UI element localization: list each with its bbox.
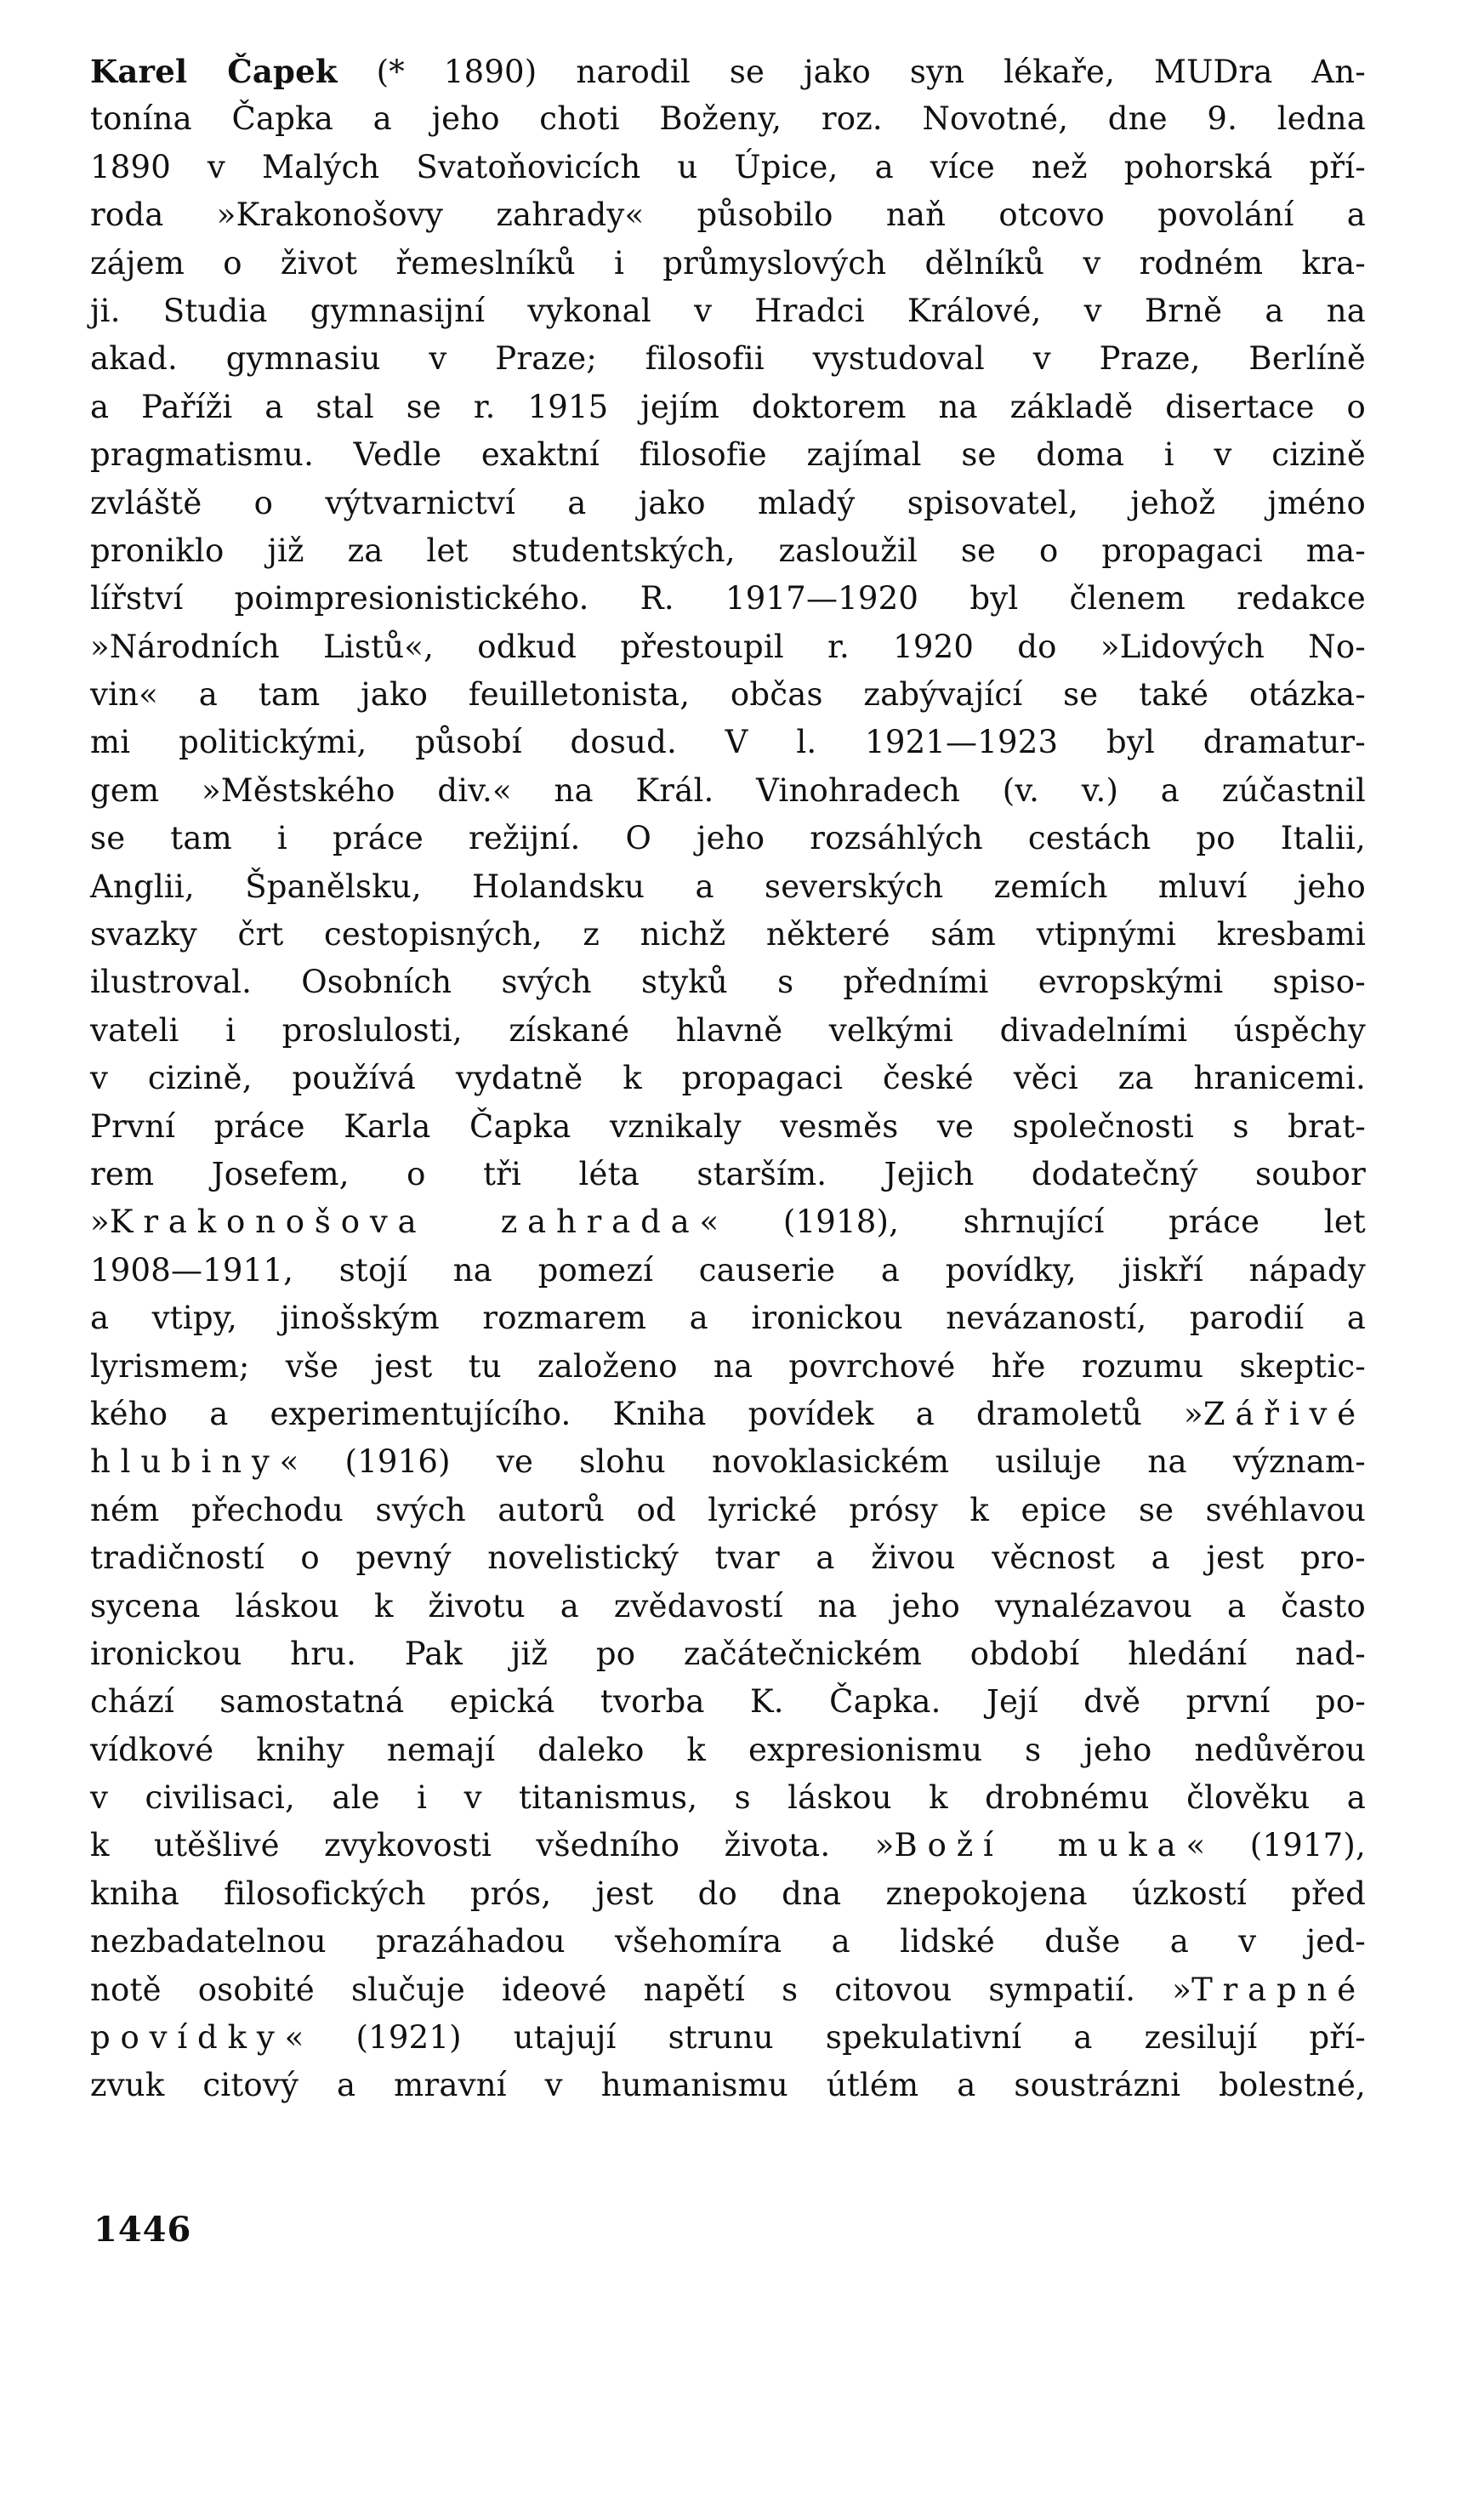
- text-run: roda »Krakonošovy zahrady« působilo naň otcovo povolání a: [90, 196, 1366, 234]
- text-run: (* 1890) narodil se jako syn lékaře, MUDra An-: [337, 54, 1367, 90]
- text-line: [90, 1055, 1366, 1102]
- text-run: tonína Čapka a jeho choti Boženy, roz. Novotné, dne 9. ledna: [90, 100, 1366, 138]
- text-line: [90, 1822, 1366, 1869]
- text-line: [90, 1247, 1366, 1294]
- text-run: chází samostatná epická tvorba K. Čapka. Její dvě první po-: [90, 1683, 1366, 1721]
- text-run: tradičností o pevný novelistický tvar a živou věcnost a jest pro-: [90, 1539, 1366, 1577]
- text-line: [90, 144, 1366, 191]
- text-line: [90, 815, 1366, 862]
- text-run: zvláště o výtvarnictví a jako mladý spisovatel, jehož jméno: [90, 484, 1366, 521]
- page-number: 1446: [94, 2210, 192, 2250]
- text-line: [90, 671, 1366, 719]
- text-run: akad. gymnasiu v Praze; filosofii vystudoval v Praze, Berlíně: [90, 340, 1366, 378]
- text-line: [90, 1966, 1366, 2014]
- text-line: [90, 527, 1366, 575]
- text-run: vin« a tam jako feuilletonista, občas zabývající se také otázka-: [90, 676, 1366, 714]
- text-run: 1890 v Malých Svatoňovicích u Úpice, a více než pohorská pří-: [90, 148, 1366, 185]
- text-line: [90, 1007, 1366, 1055]
- text-line: [90, 1198, 1366, 1246]
- text-run: kého a experimentujícího. Kniha povídek a dramoletů »: [90, 1395, 1203, 1432]
- text-line: [90, 767, 1366, 815]
- text-line: [90, 191, 1366, 239]
- work-title: povídky: [90, 2019, 285, 2057]
- text-run: v civilisaci, ale i v titanismus, s láskou k drobnému člověku a: [90, 1779, 1366, 1817]
- text-line: [90, 1438, 1366, 1486]
- text-run: První práce Karla Čapka vznikaly vesměs ve společnosti s brat-: [90, 1107, 1366, 1145]
- text-run: « (1916) ve slohu novoklasickém usiluje na význam-: [279, 1443, 1366, 1481]
- text-line: [90, 1487, 1366, 1534]
- text-run: sycena láskou k životu a zvědavostí na jeho vynalézavou a často: [90, 1587, 1366, 1625]
- work-title: Zářivé: [1203, 1395, 1366, 1432]
- text-line: [90, 1103, 1366, 1151]
- text-line: [90, 1294, 1366, 1342]
- text-run: a Paříži a stal se r. 1915 jejím doktorem na základě disertace o: [90, 388, 1366, 425]
- text-line: [90, 1918, 1366, 1966]
- text-run: a vtipy, jinošským rozmarem a ironickou nevázaností, parodií a: [90, 1300, 1366, 1337]
- work-title: Krakonošova zahrada: [109, 1203, 700, 1241]
- text-line: [90, 1727, 1366, 1774]
- text-run: k utěšlivé zvykovosti všedního života. »: [90, 1827, 895, 1864]
- text-run: « (1921) utajují strunu spekulativní a zesilují pří-: [284, 2019, 1366, 2057]
- text-line: [90, 480, 1366, 527]
- text-run: v cizině, používá vydatně k propagaci české věci za hranicemi.: [90, 1060, 1366, 1097]
- text-run: rem Josefem, o tři léta starším. Jejich dodatečný soubor: [90, 1155, 1366, 1192]
- text-run: ironickou hru. Pak již po začátečnickém období hledání nad-: [90, 1635, 1366, 1672]
- text-run: 1908—1911, stojí na pomezí causerie a povídky, jiskří nápady: [90, 1251, 1366, 1289]
- text-line: [90, 623, 1366, 671]
- body-text: [90, 48, 1366, 2110]
- author-name: Karel Čapek: [90, 53, 338, 90]
- text-line: [90, 1151, 1366, 1198]
- work-title: Trapné: [1191, 1971, 1366, 2008]
- text-run: ilustroval. Osobních svých styků s předními evropskými spiso-: [90, 964, 1366, 1001]
- text-line: [90, 575, 1366, 623]
- text-run: ném přechodu svých autorů od lyrické prósy k epice se svéhlavou: [90, 1491, 1366, 1528]
- text-run: lířství poimpresionistického. R. 1917—1920 byl členem redakce: [90, 580, 1366, 617]
- text-run: »: [90, 1203, 110, 1241]
- text-line: [90, 863, 1366, 911]
- text-run: gem »Městského div.« na Král. Vinohradech (v. v.) a zúčastnil: [90, 771, 1366, 809]
- text-line: [90, 431, 1366, 479]
- text-line: [90, 911, 1366, 959]
- text-line: [90, 959, 1366, 1006]
- text-line: [90, 1678, 1366, 1726]
- text-run: nezbadatelnou prazáhadou všehomíra a lidské duše a v jed-: [90, 1923, 1366, 1960]
- text-line: [90, 1774, 1366, 1822]
- text-run: svazky črt cestopisných, z nichž některé sám vtipnými kresbami: [90, 916, 1366, 953]
- text-line: [90, 1534, 1366, 1582]
- text-line: [90, 1583, 1366, 1630]
- text-line: [90, 1391, 1366, 1438]
- text-line: [90, 2014, 1366, 2062]
- text-line: [90, 287, 1366, 335]
- work-title: hlubiny: [90, 1443, 280, 1481]
- text-line: [90, 95, 1366, 143]
- text-run: pragmatismu. Vedle exaktní filosofie zajímal se doma i v cizině: [90, 436, 1366, 474]
- text-run: se tam i práce režijní. O jeho rozsáhlých cestách po Italii,: [90, 820, 1366, 857]
- text-line: [90, 384, 1366, 431]
- text-run: zvuk citový a mravní v humanismu útlém a soustrázni bolestné,: [90, 2067, 1366, 2104]
- text-line: [90, 48, 1366, 95]
- text-line: [90, 1870, 1366, 1918]
- text-line: [90, 240, 1366, 287]
- text-run: zájem o život řemeslníků i průmyslových dělníků v rodném kra-: [90, 244, 1366, 282]
- text-run: proniklo již za let studentských, zasloužil se o propagaci ma-: [90, 532, 1366, 569]
- text-run: mi politickými, působí dosud. V l. 1921—1923 byl dramatur-: [90, 724, 1366, 761]
- text-run: ji. Studia gymnasijní vykonal v Hradci Králové, v Brně a na: [90, 292, 1366, 329]
- text-run: « (1918), shrnující práce let: [699, 1203, 1366, 1241]
- text-line: [90, 1343, 1366, 1391]
- text-run: »Národních Listů«, odkud přestoupil r. 1920 do »Lidových No-: [90, 628, 1366, 665]
- text-run: Anglii, Španělsku, Holandsku a severských zemích mluví jeho: [90, 868, 1366, 905]
- text-line: [90, 335, 1366, 383]
- text-run: kniha filosofických prós, jest do dna znepokojena úzkostí před: [90, 1875, 1366, 1912]
- text-line: [90, 1630, 1366, 1678]
- work-title: Boží muka: [894, 1827, 1186, 1864]
- text-line: [90, 719, 1366, 766]
- text-run: notě osobité slučuje ideové napětí s citovou sympatií. »: [90, 1971, 1192, 2008]
- text-run: vateli i proslulosti, získané hlavně velkými divadelními úspěchy: [90, 1011, 1366, 1049]
- text-run: vídkové knihy nemají daleko k expresionismu s jeho nedůvěrou: [90, 1731, 1366, 1768]
- text-run: « (1917),: [1185, 1827, 1366, 1864]
- text-line: [90, 2062, 1366, 2109]
- text-run: lyrismem; vše jest tu založeno na povrchové hře rozumu skeptic-: [90, 1347, 1366, 1385]
